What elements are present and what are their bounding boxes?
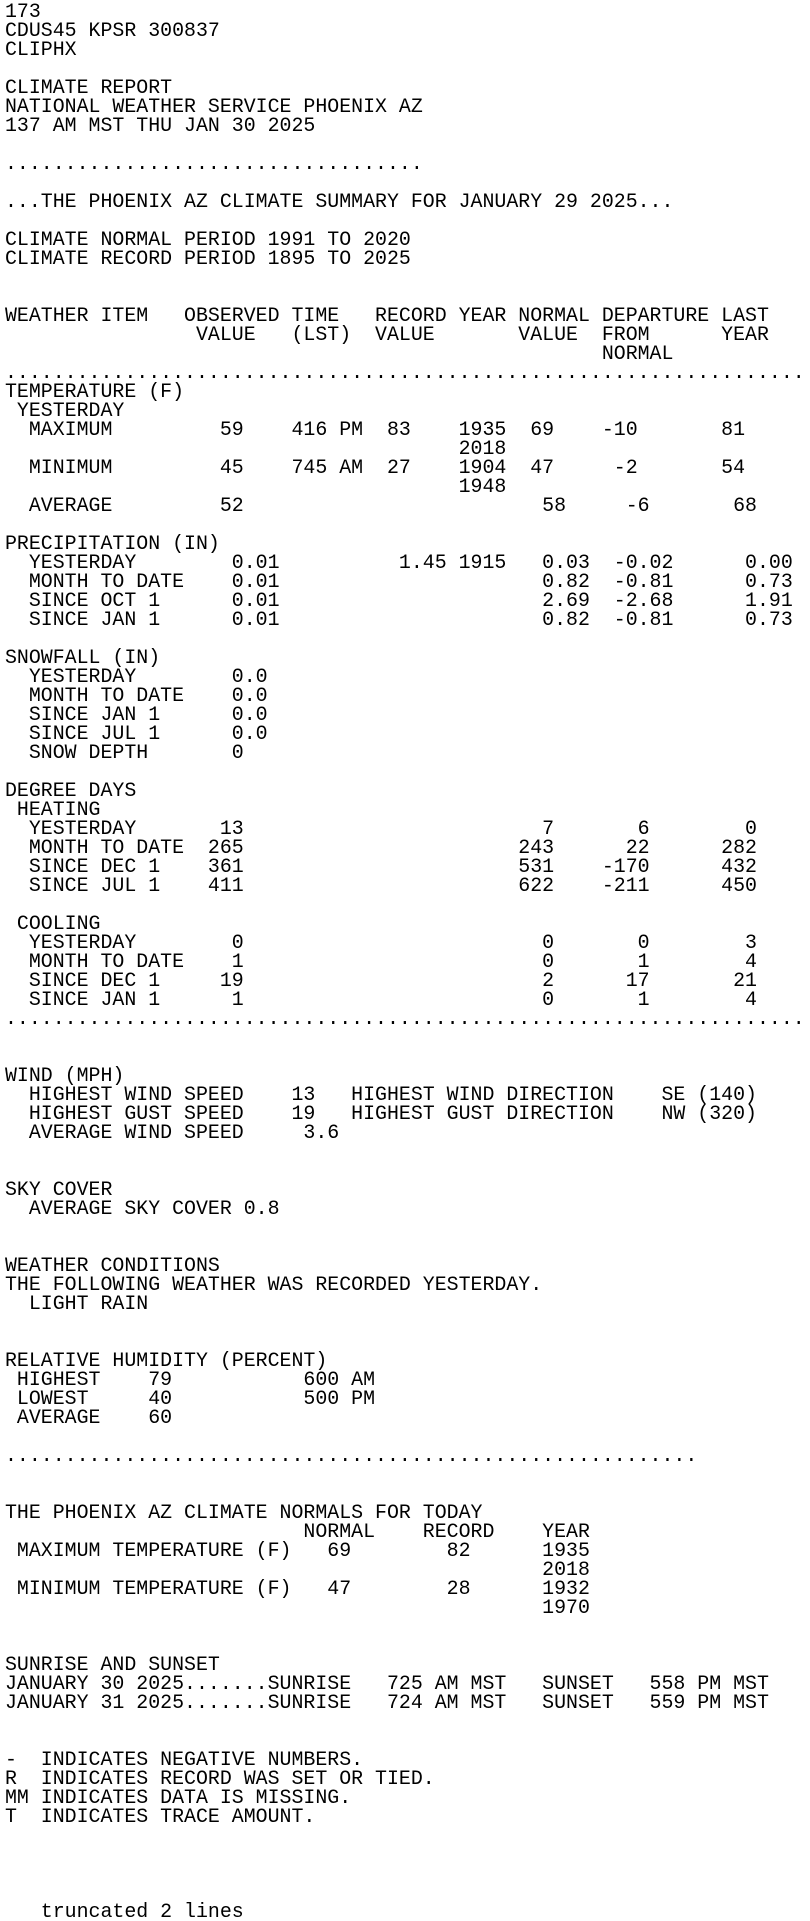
report-line <box>5 1845 810 1864</box>
report-line: YESTERDAY 0.01 1.45 1915 0.03 -0.02 0.00 <box>5 551 793 574</box>
report-line: AVERAGE 52 58 -6 68 <box>5 494 757 517</box>
report-line: 1970 <box>5 1596 590 1619</box>
report-line: 2018 <box>5 1558 590 1581</box>
report-line: HEATING <box>5 798 101 821</box>
report-line <box>5 1028 810 1047</box>
report-line: RELATIVE HUMIDITY (PERCENT) <box>5 1349 328 1372</box>
report-line: PRECIPITATION (IN) <box>5 532 220 555</box>
report-line: MONTH TO DATE 265 243 22 282 <box>5 836 757 859</box>
report-line: MAXIMUM 59 416 PM 83 1935 69 -10 81 <box>5 418 746 441</box>
report-line: MAXIMUM TEMPERATURE (F) 69 82 1935 <box>5 1539 590 1562</box>
report-line: SINCE JUL 1 0.0 <box>5 722 268 745</box>
report-line: SINCE DEC 1 19 2 17 21 <box>5 969 757 992</box>
report-line: WEATHER CONDITIONS <box>5 1254 220 1277</box>
report-line: AVERAGE SKY COVER 0.8 <box>5 1197 280 1220</box>
report-line: MINIMUM 45 745 AM 27 1904 47 -2 54 <box>5 456 746 479</box>
report-line: CLIPHX <box>5 38 77 61</box>
report-line <box>5 1047 810 1066</box>
report-line: JANUARY 31 2025.......SUNRISE 724 AM MST SUNSET 559 PM MST <box>5 1691 769 1714</box>
report-line: ................................................................... <box>5 361 805 384</box>
report-line: MINIMUM TEMPERATURE (F) 47 28 1932 <box>5 1577 590 1600</box>
report-line: 173 <box>5 0 41 23</box>
report-line <box>5 1712 810 1731</box>
report-line: CDUS45 KPSR 300837 <box>5 19 220 42</box>
report-line: SUNRISE AND SUNSET <box>5 1653 220 1676</box>
report-line: AVERAGE WIND SPEED 3.6 <box>5 1121 340 1144</box>
report-line: CLIMATE RECORD PERIOD 1895 TO 2025 <box>5 247 411 270</box>
report-line: WEATHER ITEM OBSERVED TIME RECORD YEAR NORMAL DEPARTURE LAST <box>5 304 769 327</box>
report-line: SINCE JAN 1 0.01 0.82 -0.81 0.73 <box>5 608 793 631</box>
report-line: CLIMATE REPORT <box>5 76 173 99</box>
report-line: NORMAL <box>5 342 674 365</box>
report-line: NATIONAL WEATHER SERVICE PHOENIX AZ <box>5 95 423 118</box>
report-line: DEGREE DAYS <box>5 779 137 802</box>
report-line: .......................................................... <box>5 1444 698 1467</box>
report-line: - INDICATES NEGATIVE NUMBERS. <box>5 1748 364 1771</box>
report-line: 1948 <box>5 475 507 498</box>
report-line: HIGHEST WIND SPEED 13 HIGHEST WIND DIRECTION SE (140) <box>5 1083 757 1106</box>
report-line <box>5 1218 810 1237</box>
report-line: SINCE JAN 1 0.0 <box>5 703 268 726</box>
report-line: MONTH TO DATE 1 0 1 4 <box>5 950 757 973</box>
report-line: 2018 <box>5 437 507 460</box>
report-line <box>5 895 810 914</box>
report-line: SINCE DEC 1 361 531 -170 432 <box>5 855 757 878</box>
report-line: YESTERDAY <box>5 399 125 422</box>
report-line: YESTERDAY 13 7 6 0 <box>5 817 757 840</box>
report-line <box>5 268 810 287</box>
report-line: SNOWFALL (IN) <box>5 646 161 669</box>
report-line: NORMAL RECORD YEAR <box>5 1520 590 1543</box>
report-line: SKY COVER <box>5 1178 113 1201</box>
report-line: VALUE (LST) VALUE VALUE FROM YEAR <box>5 323 769 346</box>
report-line: SINCE JUL 1 411 622 -211 450 <box>5 874 757 897</box>
report-line: MONTH TO DATE 0.0 <box>5 684 268 707</box>
report-line: ...THE PHOENIX AZ CLIMATE SUMMARY FOR JANUARY 29 2025... <box>5 190 674 213</box>
report-line: HIGHEST GUST SPEED 19 HIGHEST GUST DIRECTION NW (320) <box>5 1102 757 1125</box>
report-line <box>5 1617 810 1636</box>
report-line <box>5 1465 810 1484</box>
report-line: ................................................................... <box>5 1007 805 1030</box>
report-line: R INDICATES RECORD WAS SET OR TIED. <box>5 1767 435 1790</box>
report-line: AVERAGE 60 <box>5 1406 173 1429</box>
report-line <box>5 1864 810 1883</box>
report-line: THE FOLLOWING WEATHER WAS RECORDED YESTERDAY. <box>5 1273 543 1296</box>
report-line: SINCE JAN 1 1 0 1 4 <box>5 988 757 1011</box>
report-line: WIND (MPH) <box>5 1064 125 1087</box>
report-line: truncated 2 lines <box>5 1900 244 1921</box>
report-line: JANUARY 30 2025.......SUNRISE 725 AM MST SUNSET 558 PM MST <box>5 1672 769 1695</box>
report-line: ................................... <box>5 152 423 175</box>
report-line: LOWEST 40 500 PM <box>5 1387 376 1410</box>
report-line: HIGHEST 79 600 AM <box>5 1368 376 1391</box>
report-line: 137 AM MST THU JAN 30 2025 <box>5 114 316 137</box>
report-line <box>5 1826 810 1845</box>
report-line <box>5 1313 810 1332</box>
report-line: CLIMATE NORMAL PERIOD 1991 TO 2020 <box>5 228 411 251</box>
report-line: YESTERDAY 0.0 <box>5 665 268 688</box>
report-line: TEMPERATURE (F) <box>5 380 185 403</box>
report-line <box>5 1161 810 1180</box>
report-line: MONTH TO DATE 0.01 0.82 -0.81 0.73 <box>5 570 793 593</box>
report-line <box>5 1142 810 1161</box>
report-line: T INDICATES TRACE AMOUNT. <box>5 1805 316 1828</box>
report-line: COOLING <box>5 912 101 935</box>
report-line: LIGHT RAIN <box>5 1292 149 1315</box>
report-line: SNOW DEPTH 0 <box>5 741 244 764</box>
report-line: SINCE OCT 1 0.01 2.69 -2.68 1.91 <box>5 589 793 612</box>
report-line: THE PHOENIX AZ CLIMATE NORMALS FOR TODAY <box>5 1501 483 1524</box>
report-line: MM INDICATES DATA IS MISSING. <box>5 1786 352 1809</box>
report-line: YESTERDAY 0 0 0 3 <box>5 931 757 954</box>
